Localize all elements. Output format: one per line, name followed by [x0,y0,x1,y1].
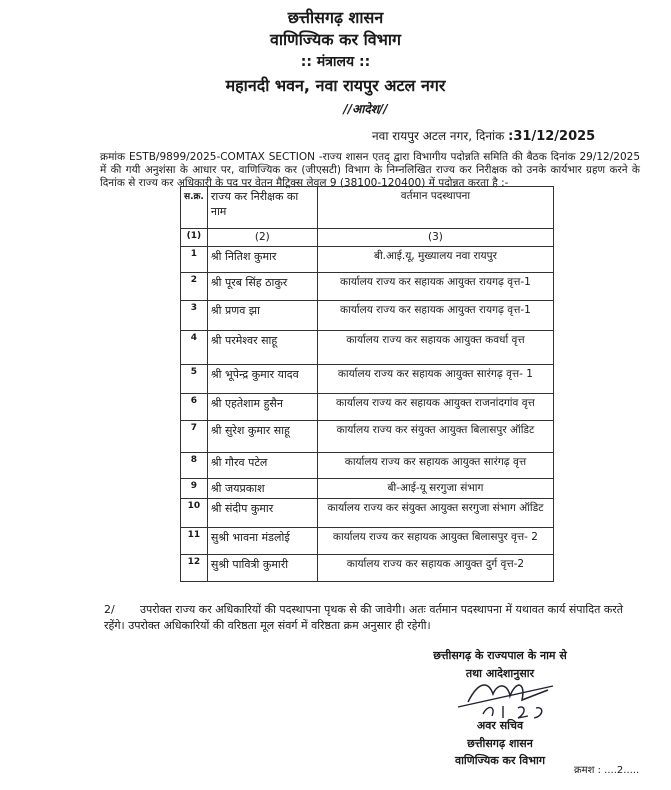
header-sn: स.क्र. [181,187,208,229]
department-title: वाणिज्यिक कर विभाग [269,30,402,49]
table-row [181,301,554,331]
order-date: :31/12/2025 [508,129,596,144]
serial-number: 5 [181,365,208,394]
current-posting: कार्यालय राज्य कर सहायक आयुक्त कवर्धा वृत्त [317,331,553,365]
inspector-name: श्री संदीप कुमार [207,499,317,528]
col-number: (3) [317,229,553,247]
table-row [181,421,554,453]
table-row [181,365,554,394]
serial-number: 1 [181,247,208,273]
table-row [181,499,554,528]
table-row [181,247,554,273]
current-posting: बी.आई.यू, मुख्यालय नवा रायपुर [317,247,553,273]
inspector-name: श्री प्रणव झा [207,301,317,331]
column-number-row [181,229,554,247]
current-posting: कार्यालय राज्य कर सहायक आयुक्त बिलासपुर वृत्त- 2 [317,528,553,555]
date-place: नवा रायपुर अटल नगर, दिनांक [372,129,509,143]
serial-number: 3 [181,301,208,331]
date-line [372,127,595,144]
serial-number: 12 [181,555,208,582]
col-number: (1) [181,229,208,247]
inspector-name: श्री गौरव पटेल [207,453,317,479]
serial-number: 9 [181,479,208,499]
paragraph-2-text: उपरोक्त राज्य कर अधिकारियों की पदस्थापना पृथक से की जावेगी। अतः वर्तमान पदस्थापना में यथावत कार्य संपादित करते रहेंगे। उपरोक्त अधिकारियों की वरिष्ठता मूल संवर्ग में वरिष्ठता क्रम अनुसार ही रहेगी। [104,603,624,632]
promotion-table [180,186,554,582]
current-posting: कार्यालय राज्य कर सहायक आयुक्त सारंगढ़ वृत्त [317,453,553,479]
serial-number: 7 [181,421,208,453]
current-posting: कार्यालय राज्य कर सहायक आयुक्त रायगढ़ वृत्त-1 [317,273,553,301]
current-posting: कार्यालय राज्य कर सहायक आयुक्त दुर्ग वृत्त-2 [317,555,553,582]
inspector-name: श्री सुरेश कुमार साहू [207,421,317,453]
inspector-name: सुश्री भावना मंडलोई [207,528,317,555]
current-posting: कार्यालय राज्य कर संयुक्त आयुक्त सरगुजा संभाग ऑडिट [317,499,553,528]
table-row [181,479,554,499]
table-row [181,528,554,555]
inspector-name: श्री पूरब सिंह ठाकुर [207,273,317,301]
current-posting: कार्यालय राज्य कर सहायक आयुक्त सारंगढ़ वृत्त- 1 [317,365,553,394]
address-title: महानदी भवन, नवा रायपुर अटल नगर [225,76,446,95]
current-posting: बी-आई-यू सरगुजा संभाग [317,479,553,499]
intro-paragraph: क्रमांक ESTB/9899/2025-COMTAX SECTION -राज्य शासन एतद् द्वारा विभागीय पदोन्नति समिति की बैठक दिनांक 29/12/2025 में की गयी अनुशंसा के आधार पर, वाणिज्यिक कर (जीएसटी) विभाग के निम्नलिखित राज्य कर निरीक्षक को उनके कार्यभार ग्रहण करने के दिनांक से राज्य कर अधिकारी के पद पर वेतन मैट्रिक्स लेवल 9 (38100-120400) में पदोन्नत करता है :- [100,151,640,189]
ministry-title: :: मंत्रालय :: [300,54,371,70]
signature-line2: तथा आदेशानुसार [465,667,535,680]
government-title: छत्तीसगढ़ शासन [287,8,384,27]
serial-number: 8 [181,453,208,479]
serial-number: 4 [181,331,208,365]
paragraph-number: 2/ [104,603,115,616]
col-number: (2) [207,229,317,247]
table-row [181,555,554,582]
header-posting: वर्तमान पदस्थापना [317,187,553,229]
designation: अवर सचिव [476,719,524,732]
inspector-name: श्री जयप्रकाश [207,479,317,499]
signature-line1: छत्तीसगढ़ के राज्यपाल के नाम से [433,649,567,662]
table-row [181,394,554,421]
current-posting: कार्यालय राज्य कर संयुक्त आयुक्त बिलासपुर ऑडिट [317,421,553,453]
current-posting: कार्यालय राज्य कर सहायक आयुक्त रायगढ़ वृत्त-1 [317,301,553,331]
signatory-government: छत्तीसगढ़ शासन [467,737,533,750]
serial-number: 10 [181,499,208,528]
paragraph-2 [104,602,644,634]
serial-number: 11 [181,528,208,555]
signatory-department: वाणिज्यिक कर विभाग [454,754,546,767]
inspector-name: श्री एहतेशाम हुसैन [207,394,317,421]
inspector-name: श्री परमेश्वर साहू [207,331,317,365]
table-row [181,273,554,301]
inspector-name: श्री नितिश कुमार [207,247,317,273]
header-name: राज्य कर निरीक्षक का नाम [207,187,317,229]
inspector-name: श्री भूपेन्द्र कुमार यादव [207,365,317,394]
inspector-name: सुश्री पावित्री कुमारी [207,555,317,582]
serial-number: 2 [181,273,208,301]
handwritten-signature [448,672,558,722]
table-header-row [181,187,554,229]
order-label: //आदेश// [343,102,388,116]
continuation-note: क्रमश : ....2..... [574,765,640,776]
serial-number: 6 [181,394,208,421]
table-row [181,453,554,479]
current-posting: कार्यालय राज्य कर सहायक आयुक्त राजनांदगांव वृत्त [317,394,553,421]
table-row [181,331,554,365]
